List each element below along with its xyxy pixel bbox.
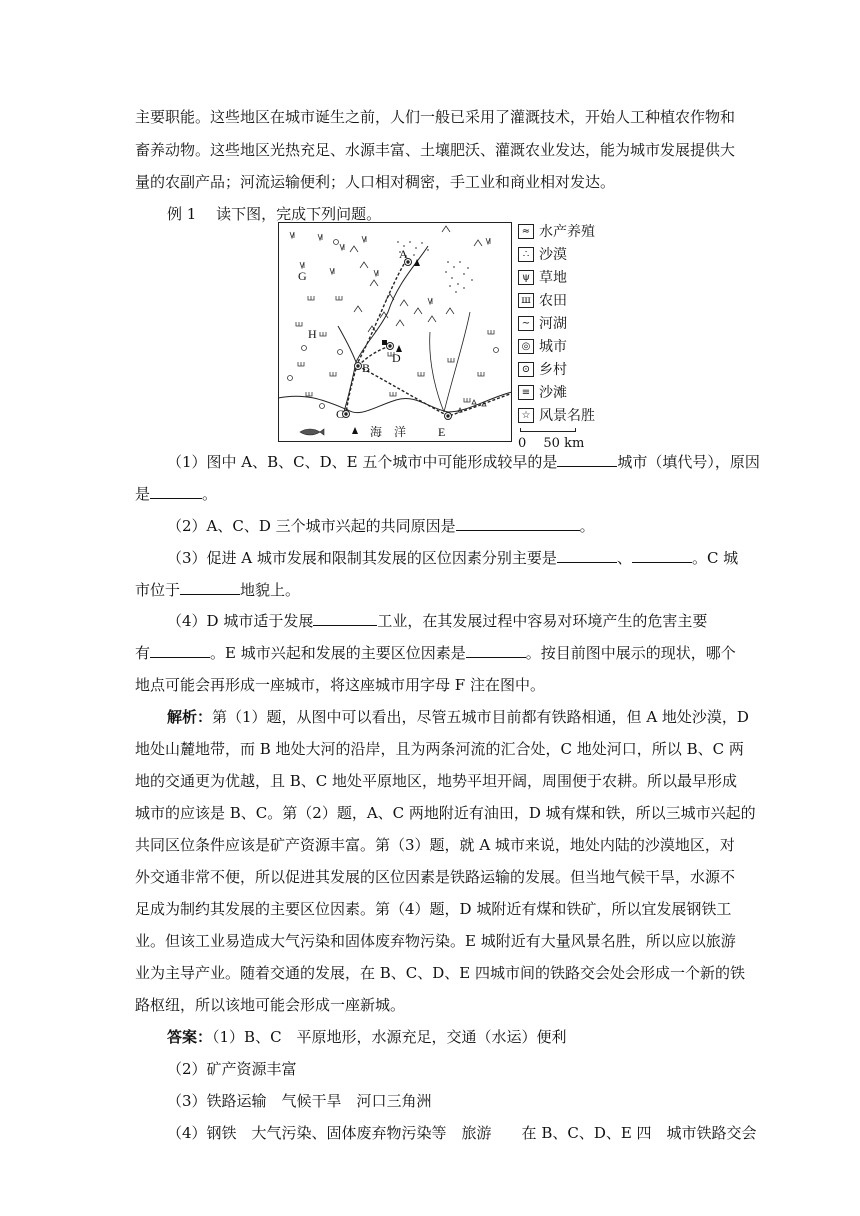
legend-beach: ≡ 沙滩	[518, 383, 678, 406]
grass-icon: ψ	[518, 270, 534, 285]
farmland-icon: ш	[518, 293, 534, 308]
map-label-d: D	[392, 351, 401, 365]
map-label-h: H	[308, 327, 317, 341]
map-label-sea: 海 洋	[370, 425, 407, 439]
question-4-line-1: （4）D 城市适于发展 工业，在其发展过程中容易对环境产生的危害主要	[167, 612, 708, 630]
analysis-line-1: 解析：第（1）题，从图中可以看出，尽管五城市目前都有铁路相通，但 A 地处沙漠，D	[167, 708, 749, 726]
map-label-a: A	[399, 247, 408, 261]
intro-line-1: 主要职能。这些地区在城市诞生之前，人们一般已采用了灌溉技术，开始人工种植农作物和	[135, 108, 736, 126]
scenic-icon: ☆	[518, 408, 534, 423]
legend-aquaculture: ≈ 水产养殖	[518, 222, 678, 245]
legend-city: ◎ 城市	[518, 337, 678, 360]
question-1-line-2: 是 。	[135, 485, 218, 503]
village-icon: ⊙	[518, 362, 534, 377]
scale-bar	[520, 428, 576, 432]
answer-blank[interactable]	[180, 580, 240, 595]
analysis-line-4: 城市的应该是 B、C。第（2）题，A、C 两地附近有油田，D 城有煤和铁，所以三城市兴起的	[135, 804, 756, 822]
answer-line-3: （3）铁路运输 气候干旱 河口三角洲	[167, 1092, 432, 1110]
analysis-line-7: 足成为制约其发展的主要区位因素。第（4）题，D 城附近有煤和铁矿，所以宜发展钢铁工	[135, 900, 732, 918]
answer-blank[interactable]	[557, 452, 617, 467]
map-figure	[278, 222, 512, 442]
desert-icon: ∴	[518, 247, 534, 262]
legend-scenic: ☆ 风景名胜	[518, 406, 678, 429]
answer-blank[interactable]	[150, 643, 210, 658]
analysis-line-5: 共同区位条件应该是矿产资源丰富。第（3）题，就 A 城市来说，地处内陆的沙漠地区，对	[135, 836, 735, 854]
map-label-b: B	[362, 361, 371, 375]
map-label-g: G	[298, 269, 307, 283]
analysis-line-6: 外交通非常不便，所以促进其发展的区位因素是铁路运输的发展。但当地气候干旱，水源不	[135, 868, 736, 886]
analysis-line-9: 业为主导产业。随着交通的发展，在 B、C、D、E 四城市间的铁路交会处会形成一个新的铁	[135, 964, 746, 982]
legend-village: ⊙ 乡村	[518, 360, 678, 383]
legend-farmland: ш 农田	[518, 291, 678, 314]
question-2: （2）A、C、D 三个城市兴起的共同原因是 。	[167, 517, 595, 535]
intro-line-2: 畜养动物。这些地区光热充足、水源丰富、土壤肥沃、灌溉农业发达，能为城市发展提供大	[135, 141, 736, 159]
legend-desert: ∴ 沙漠	[518, 245, 678, 268]
answer-blank[interactable]	[456, 516, 580, 531]
question-4-line-3: 地点可能会再形成一座城市，将这座城市用字母 F 注在图中。	[135, 676, 545, 694]
fish-icon: ≈	[518, 224, 534, 239]
map-label-e: E	[438, 425, 446, 439]
city-icon: ◎	[518, 339, 534, 354]
answer-blank[interactable]	[466, 643, 526, 658]
answer-line-2: （2）矿产资源丰富	[167, 1060, 297, 1078]
analysis-label: 解析：	[167, 708, 213, 726]
question-3-line-1: （3）促进 A 城市发展和限制其发展的区位因素分别主要是 、 。C 城	[167, 549, 739, 567]
answer-blank[interactable]	[313, 611, 377, 626]
analysis-line-8: 业。但该工业易造成大气污染和固体废弃物污染。E 城附近有大量风景名胜，所以应以旅游	[135, 932, 736, 950]
map-legend	[518, 222, 678, 429]
answer-line-1: 答案：（1）B、C 平原地形，水源充足，交通（水运）便利	[167, 1028, 567, 1046]
answer-line-4: （4）钢铁 大气污染、固体废弃物污染等 旅游 在 B、C、D、E 四 城市铁路交会	[167, 1124, 757, 1142]
answer-label: 答案：	[167, 1028, 213, 1046]
analysis-line-10: 路枢纽，所以该地可能会形成一座新城。	[135, 996, 406, 1014]
map-label-c: C	[336, 407, 345, 421]
legend-river-lake: ∼ 河湖	[518, 314, 678, 337]
intro-line-3: 量的农副产品；河流运输便利；人口相对稠密，手工业和商业相对发达。	[135, 173, 616, 191]
map-scale: 0 50 km	[518, 428, 584, 451]
question-3-line-2: 市位于 地貌上。	[135, 581, 301, 599]
answer-blank[interactable]	[557, 548, 617, 563]
question-4-line-2: 有 。E 城市兴起和发展的主要区位因素是 。按目前图中展示的现状，哪个	[135, 644, 736, 662]
analysis-line-3: 地的交通更为优越，且 B、C 地处平原地区，地势平坦开阔，周围便于农耕。所以最早形成	[135, 772, 738, 790]
legend-grassland: ψ 草地	[518, 268, 678, 291]
river-icon: ∼	[518, 316, 534, 331]
analysis-line-2: 地处山麓地带，而 B 地处大河的沿岸，且为两条河流的汇合处，C 地处河口，所以 B、C 两	[135, 740, 744, 758]
answer-blank[interactable]	[150, 484, 202, 499]
question-1-line-1: （1）图中 A、B、C、D、E 五个城市中可能形成较早的是 城市（填代号），原因	[167, 453, 760, 471]
answer-blank[interactable]	[632, 548, 692, 563]
example-title: 例 1 读下图，完成下列问题。	[167, 205, 382, 223]
beach-icon: ≡	[518, 385, 534, 400]
